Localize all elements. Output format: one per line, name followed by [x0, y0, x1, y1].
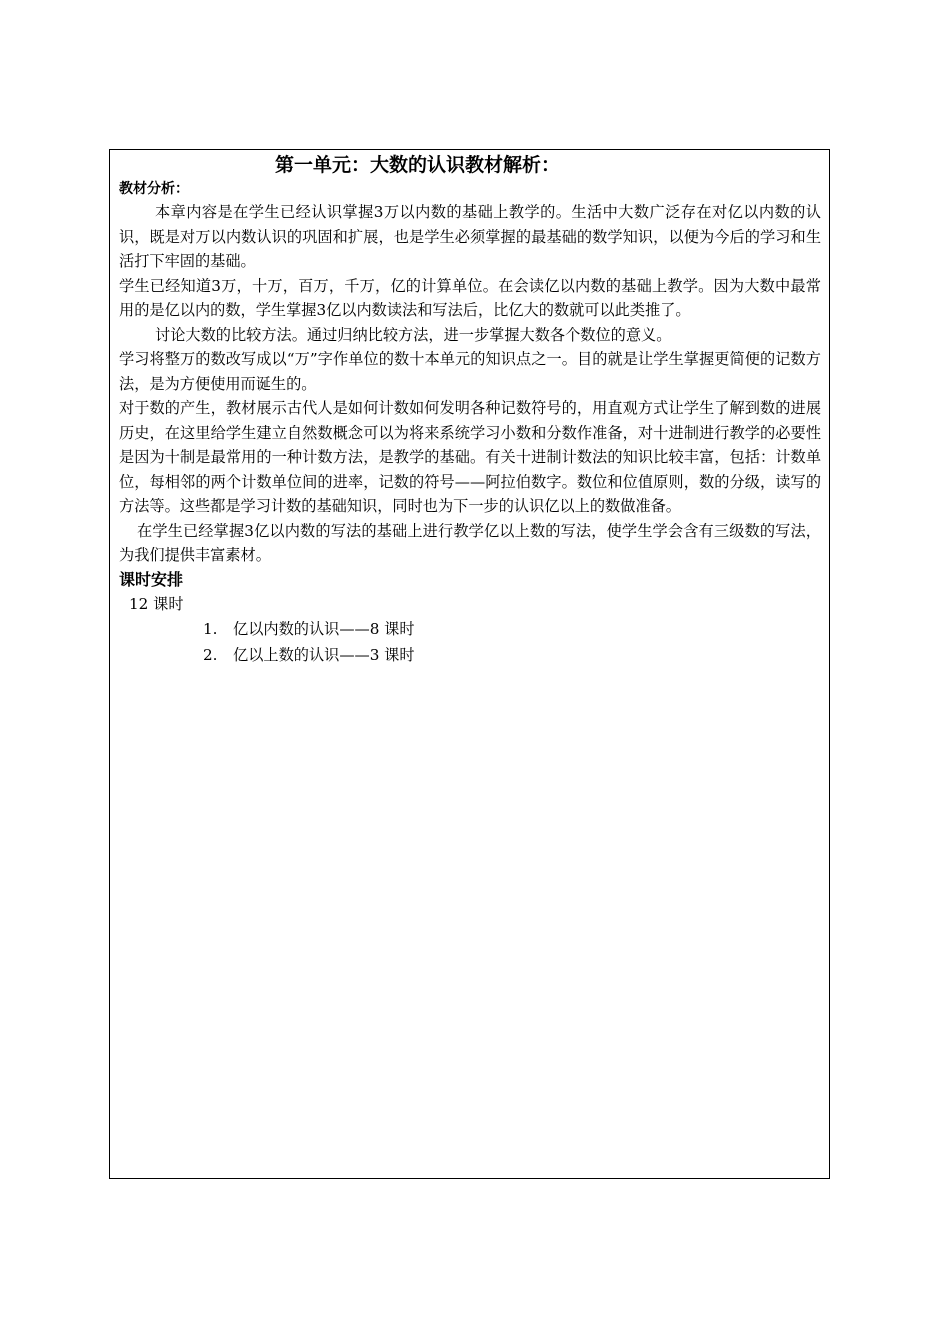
analysis-paragraph-4: 学习将整万的数改写成以“万”字作单位的数十本单元的知识点之一。目的就是让学生掌握更简便的记数方法，是为方便使用而诞生的。 [119, 350, 821, 393]
page-title: 第一单元：大数的认识教材解析： [275, 154, 561, 176]
schedule-total-hours: 12 课时 [129, 594, 184, 613]
schedule-heading: 课时安排 [119, 569, 184, 589]
document-content [119, 152, 821, 668]
list-item [119, 642, 821, 668]
list-item-number: 2. [203, 646, 218, 664]
schedule-list [119, 616, 821, 668]
analysis-paragraph-3: 讨论大数的比较方法。通过归纳比较方法，进一步掌握大数各个数位的意义。 [155, 325, 672, 344]
analysis-heading: 教材分析： [119, 181, 189, 197]
list-item [119, 616, 821, 642]
analysis-paragraph-1: 本章内容是在学生已经认识掌握3万以内数的基础上教学的。生活中大数广泛存在对亿以内数的认识，既是对万以内数认识的巩固和扩展，也是学生必须掌握的最基础的数学知识，以便为今后的学习和生活打下牢固的基础。 [119, 203, 821, 270]
analysis-paragraph-6: 在学生已经掌握3亿以内数的写法的基础上进行教学亿以上数的写法，使学生学会含有三级数的写法，为我们提供丰富素材。 [119, 521, 821, 564]
list-item-text: 亿以上数的认识——3 课时 [233, 646, 415, 664]
analysis-paragraph-2: 学生已经知道3万，十万，百万，千万，亿的计算单位。在会读亿以内数的基础上教学。因为大数中最常用的是亿以内的数，学生掌握3亿以内数读法和写法后，比亿大的数就可以此类推了。 [119, 276, 821, 319]
list-item-number: 1. [203, 620, 218, 638]
list-item-text: 亿以内数的认识——8 课时 [233, 620, 415, 638]
analysis-paragraph-5: 对于数的产生，教材展示古代人是如何计数如何发明各种记数符号的，用直观方式让学生了解到数的进展历史，在这里给学生建立自然数概念可以为将来系统学习小数和分数作准备，对十进制进行教学的必要性是因为十制是最常用的一种计数方法，是教学的基础。有关十进制计数法的知识比较丰富，包括：计数单位，每相邻的两个计数单位间的进率，记数的符号——阿拉伯数字。数位和位值原则，数的分级，读写的方法等。这些都是学习计数的基础知识，同时也为下一步的认识亿以上的数做准备。 [119, 399, 821, 515]
